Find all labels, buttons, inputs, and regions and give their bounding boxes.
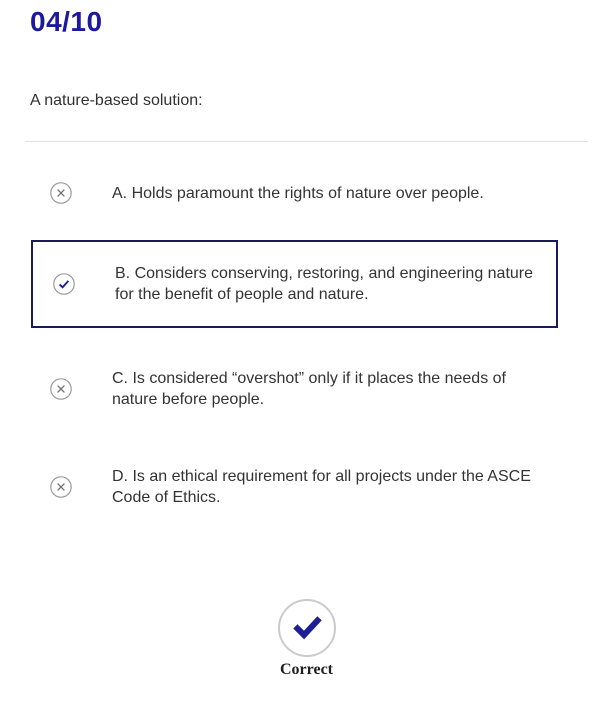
question-progress: 04/10 [30,6,103,37]
question-text: A nature-based solution: [30,92,203,109]
x-circle-icon [50,378,72,400]
check-circle-icon [53,273,75,295]
answer-option-d[interactable] [30,454,583,520]
answer-option-a-label: A. Holds paramount the rights of nature over people. [112,184,484,202]
check-icon [277,598,337,658]
answer-option-b-selected[interactable] [31,240,558,328]
x-circle-icon [50,476,72,498]
divider [25,141,588,142]
answer-option-b-label: B. Considers conserving, restoring, and engineering nature for the benefit of people and nature. [115,265,534,303]
answer-option-d-label: D. Is an ethical requirement for all projects under the ASCE Code of Ethics. [112,468,531,506]
result-indicator [30,598,583,679]
answer-option-c[interactable] [30,356,583,422]
x-circle-icon [50,182,72,204]
answer-option-a[interactable] [30,170,583,216]
answer-option-c-label: C. Is considered “overshot” only if it places the needs of nature before people. [112,370,506,408]
result-label: Correct [280,661,333,678]
